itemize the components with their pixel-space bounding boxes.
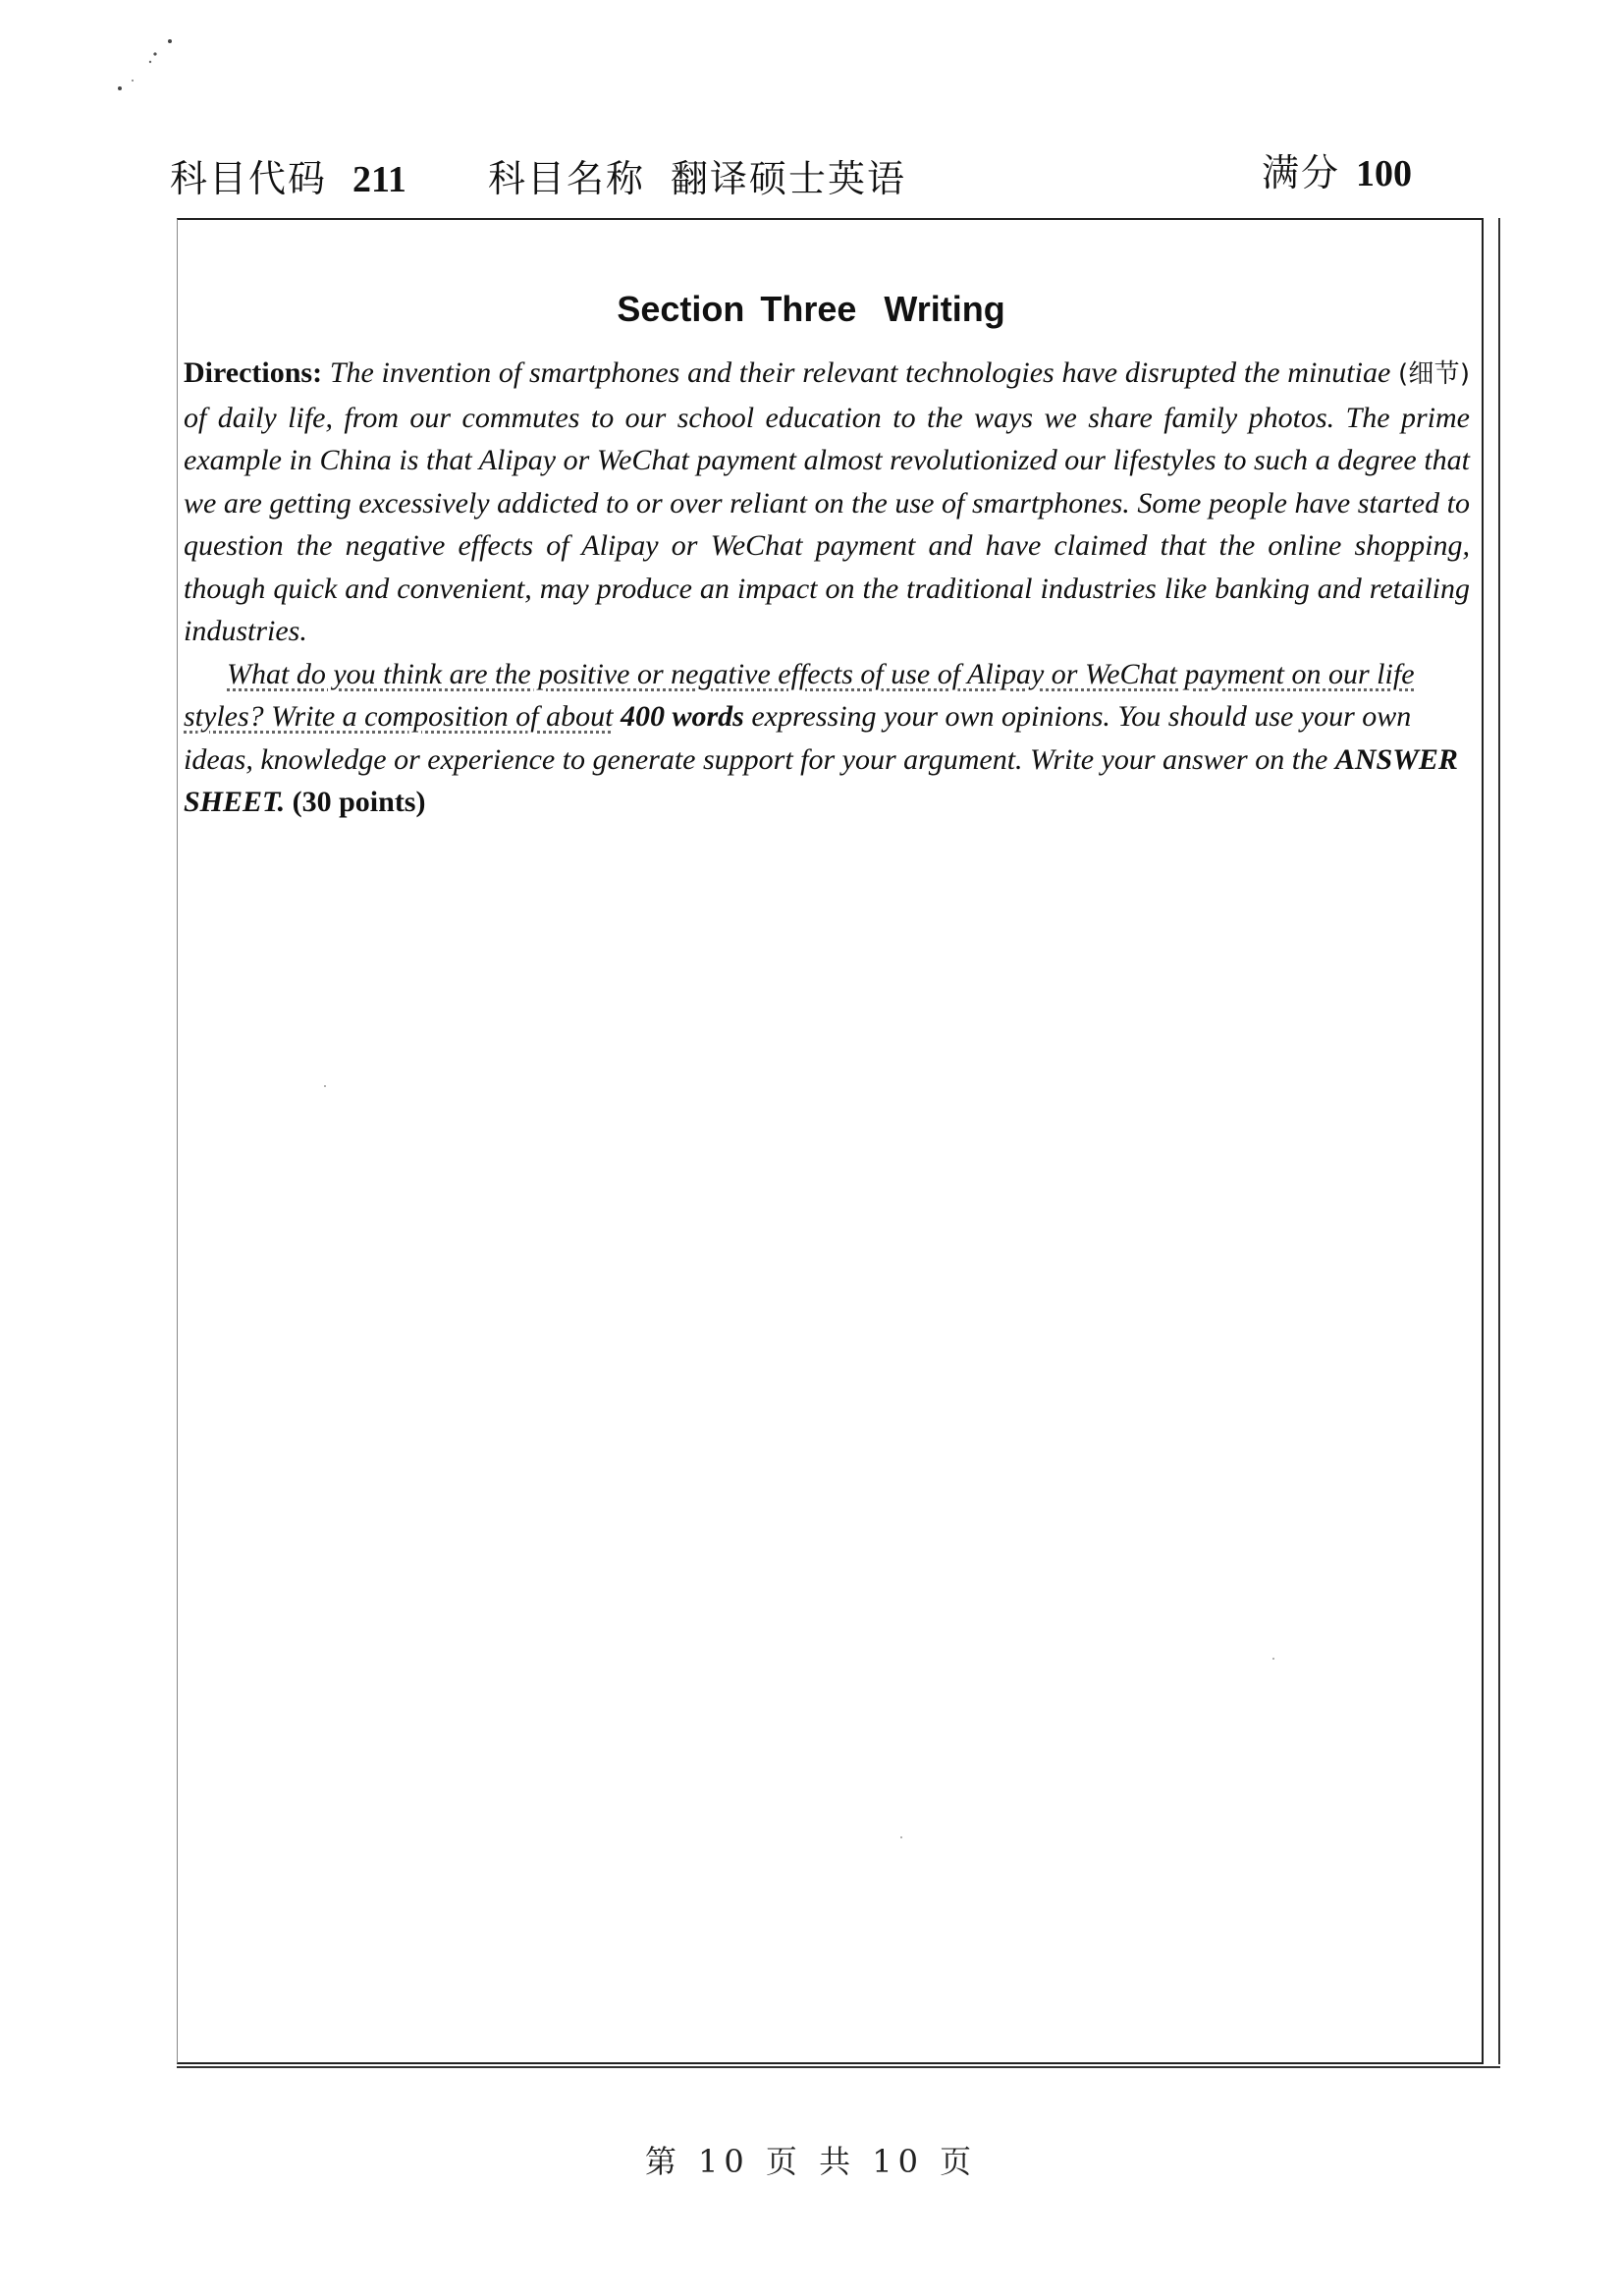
full-score-value: 100	[1356, 153, 1413, 194]
prompt-answer-sheet: ANSWER SHEET.	[184, 742, 1458, 818]
page-footer: 第 10 页 共 10 页	[644, 2143, 978, 2180]
frame-bottom-edge	[177, 2066, 1500, 2068]
prompt-points: (30 points)	[292, 786, 426, 818]
directions-lead: Directions:	[184, 356, 323, 389]
section-title-part1: Section Three	[617, 289, 857, 329]
directions-text-1: The invention of smartphones and their relevant technologies have disrupted the minutiae	[329, 356, 1391, 389]
subject-name-label: 科目名称	[488, 157, 646, 200]
directions-gloss: (细节)	[1398, 359, 1470, 389]
subject-code-value: 211	[352, 159, 406, 200]
scan-dot	[900, 1836, 902, 1838]
subject-name	[488, 155, 906, 203]
section-title-part2: Writing	[884, 289, 1005, 329]
directions-paragraph	[184, 352, 1470, 653]
prompt-paragraph	[184, 653, 1470, 824]
subject-code-label: 科目代码	[170, 157, 328, 200]
exam-header	[0, 0, 1622, 226]
full-score-label: 满分	[1262, 151, 1341, 194]
subject-code	[170, 155, 406, 203]
prompt-word-count: 400 words	[620, 700, 744, 733]
scan-dot	[1272, 1658, 1274, 1660]
subject-name-value: 翻译硕士英语	[671, 157, 907, 200]
prompt-text-2: expressing your own opinions. You should use your own ideas, knowledge or experience to generate support for your argument. Write your answer on the	[184, 700, 1412, 776]
section-title	[0, 288, 1622, 331]
full-score	[1262, 149, 1412, 197]
directions-text-2: of daily life, from our commutes to our school education to the ways we share family photos. The prime example in China is that Alipay or WeChat payment almost revolutionized our lifestyles to such a degree that we are getting excessively addicted to or over reliant on the use of smartphones. Some people have started to question the negative effects of Alipay or WeChat payment and have claimed that the online shopping, though quick and convenient, may produce an impact on the traditional industries like banking and retailing industries.	[184, 401, 1470, 647]
frame-right-edge	[1498, 218, 1500, 2064]
scan-dot	[324, 1085, 326, 1087]
prompt-text-1: What do you think are the positive or negative effects of use of Alipay or WeChat payment on our life styles? Write a composition of about	[184, 657, 1415, 733]
question-body	[184, 352, 1470, 824]
